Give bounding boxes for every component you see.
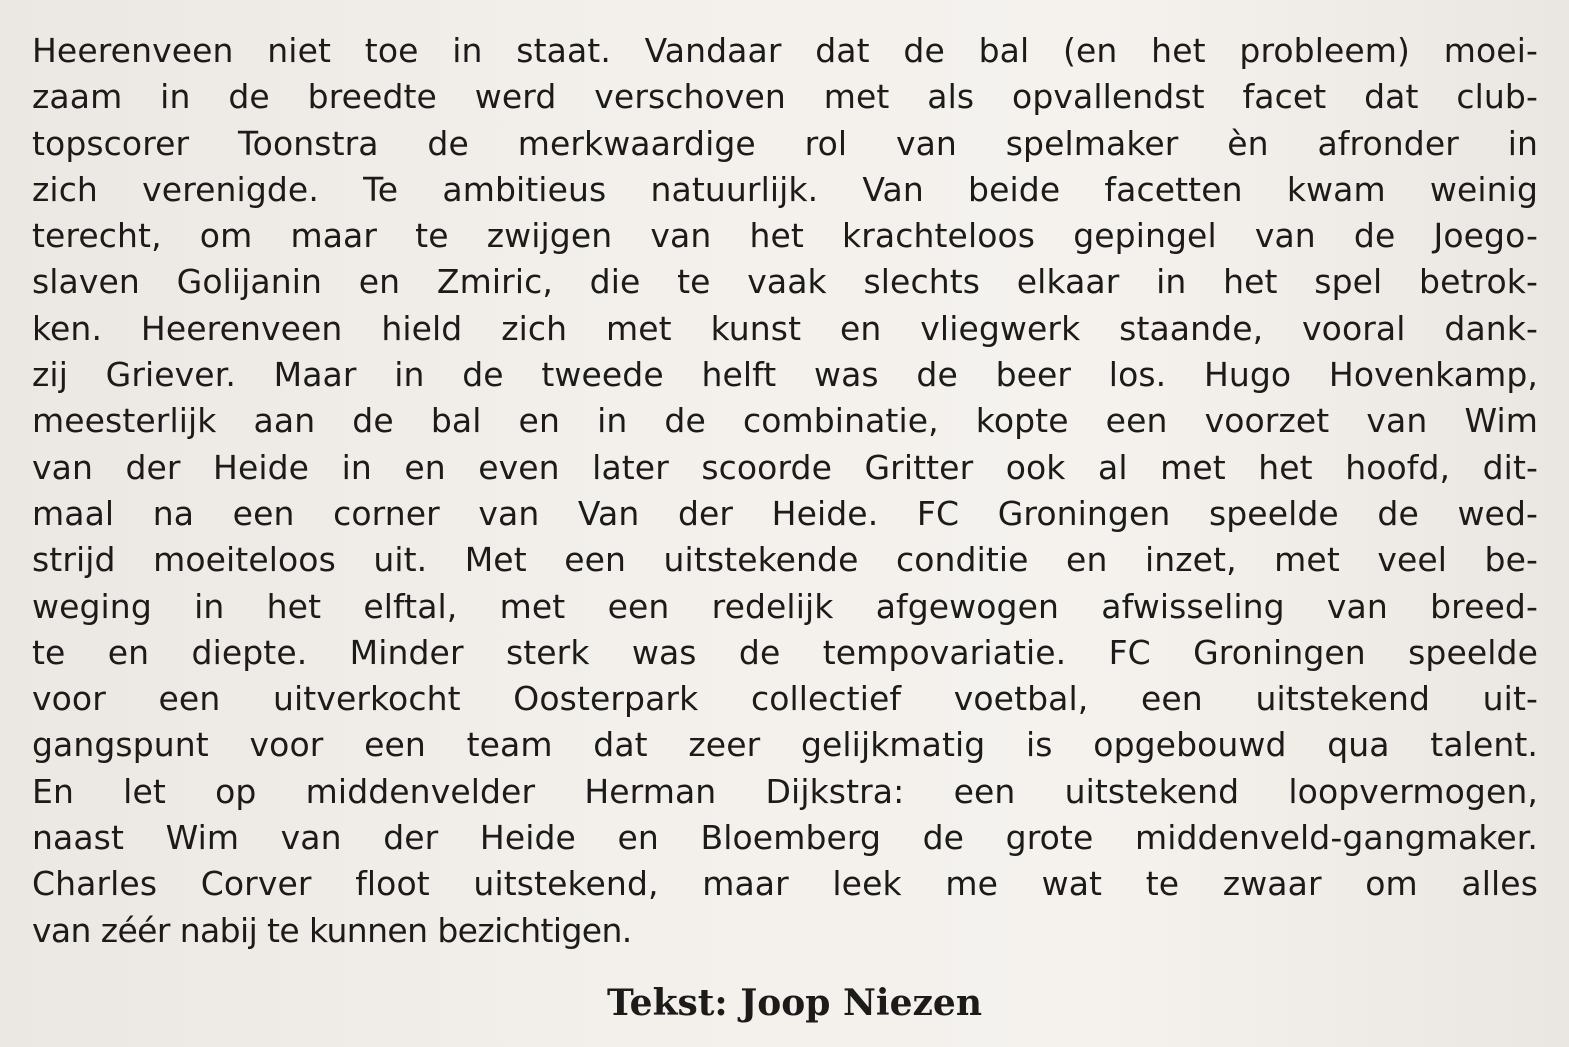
article-line-16: gangspunt voor een team dat zeer gelijkmatig is opgebouwd qua talent. <box>32 725 1538 765</box>
article-body <box>32 28 1538 954</box>
article-line-17: En let op middenvelder Herman Dijkstra: een uitstekend loopvermogen, <box>32 771 1538 811</box>
article-line-6: slaven Golijanin en Zmiric, die te vaak slechts elkaar in het spel betrok- <box>32 262 1538 302</box>
article-line-10: van der Heide in en even later scoorde Gritter ook al met het hoofd, dit- <box>32 447 1538 487</box>
article-line-7: ken. Heerenveen hield zich met kunst en vliegwerk staande, vooral dank- <box>32 308 1538 348</box>
article-line-4: zich verenigde. Te ambitieus natuurlijk. Van beide facetten kwam weinig <box>32 169 1538 209</box>
author-byline: Tekst: Joop Niezen <box>607 982 982 1024</box>
article-line-15: voor een uitverkocht Oosterpark collectief voetbal, een uitstekend uit- <box>32 679 1538 719</box>
article-line-11: maal na een corner van Van der Heide. FC Groningen speelde de wed- <box>32 493 1538 533</box>
article-line-2: zaam in de breedte werd verschoven met als opvallendst facet dat club- <box>32 77 1538 117</box>
article-line-18: naast Wim van der Heide en Bloemberg de grote middenveld-gangmaker. <box>32 818 1538 858</box>
article-line-3: topscorer Toonstra de merkwaardige rol van spelmaker èn afronder in <box>32 123 1538 163</box>
article-line-13: weging in het elftal, met een redelijk afgewogen afwisseling van breed- <box>32 586 1538 626</box>
article-line-12: strijd moeiteloos uit. Met een uitstekende conditie en inzet, met veel be- <box>32 540 1538 580</box>
article-line-5: terecht, om maar te zwijgen van het krachteloos gepingel van de Joego- <box>32 216 1538 256</box>
article-line-20: van zéér nabij te kunnen bezichtigen. <box>32 910 632 950</box>
article-line-8: zij Griever. Maar in de tweede helft was de beer los. Hugo Hovenkamp, <box>32 355 1538 395</box>
article-line-9: meesterlijk aan de bal en in de combinatie, kopte een voorzet van Wim <box>32 401 1538 441</box>
article-line-14: te en diepte. Minder sterk was de tempovariatie. FC Groningen speelde <box>32 632 1538 672</box>
article-line-1: Heerenveen niet toe in staat. Vandaar dat de bal (en het probleem) moei- <box>32 31 1538 70</box>
article-line-19: Charles Corver floot uitstekend, maar leek me wat te zwaar om alles <box>32 864 1538 904</box>
